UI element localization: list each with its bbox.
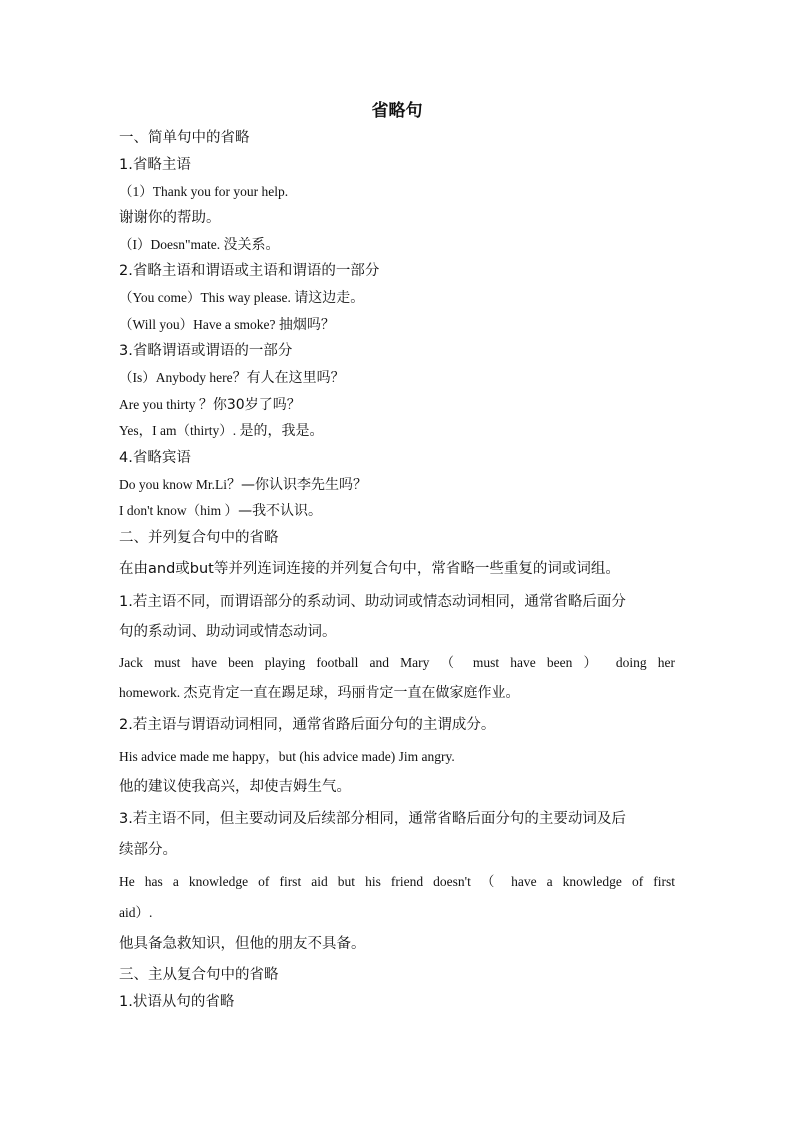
example-sentence bbox=[119, 421, 675, 441]
paragraph-text: 在由and或but等并列连词连接的并列复合句中，常省略一些重复的词或词组。 bbox=[119, 561, 620, 577]
example-zh: 请这边走。 bbox=[294, 290, 365, 306]
document-title: 省略句 bbox=[371, 101, 423, 121]
example-en: （Will you）Have a smoke? bbox=[119, 317, 279, 332]
paragraph-text: 句的系动词、助动词或情态动词。 bbox=[119, 624, 337, 640]
example-sentence bbox=[119, 683, 675, 703]
example-en: Yes，I am（thirty）. bbox=[119, 423, 240, 438]
example-en: Are you thirty bbox=[119, 397, 199, 412]
example-translation: 他的建议使我高兴，却使吉姆生气。 bbox=[119, 779, 351, 795]
section-heading-compound-sentence: 二、并列复合句中的省略 bbox=[119, 530, 279, 546]
example-translation: 谢谢你的帮助。 bbox=[119, 210, 221, 226]
subheading-omit-subject-predicate: 2.省略主语和谓语或主语和谓语的一部分 bbox=[119, 263, 380, 279]
paragraph-text: 2.若主语与谓语动词相同，通常省路后面分句的主谓成分。 bbox=[119, 717, 496, 733]
example-zh: ？有人在这里吗？ bbox=[232, 370, 345, 386]
paragraph-text: 1.若主语不同，而谓语部分的系动词、助动词或情态动词相同，通常省略后面分 bbox=[119, 594, 626, 610]
example-sentence: His advice made me happy，but (his advice made) Jim angry. bbox=[119, 749, 455, 764]
example-en: Do you know Mr.Li bbox=[119, 477, 227, 492]
example-sentence bbox=[119, 501, 675, 521]
paragraph-text: 续部分。 bbox=[119, 842, 177, 858]
example-en: I don't know（him ） bbox=[119, 503, 239, 518]
subheading-omit-object: 4.省略宾语 bbox=[119, 450, 191, 466]
example-en: （You come）This way please. bbox=[119, 290, 295, 305]
subheading-adverbial-clause: 1.状语从句的省略 bbox=[119, 994, 235, 1010]
example-sentence bbox=[119, 315, 675, 335]
subheading-omit-subject: 1.省略主语 bbox=[119, 157, 191, 173]
example-sentence bbox=[119, 395, 675, 415]
example-zh: 没关系。 bbox=[223, 237, 280, 253]
example-zh: 是的，我是。 bbox=[239, 423, 324, 439]
example-en: homework. bbox=[119, 685, 184, 700]
example-sentence: He has a knowledge of first aid but his friend doesn't （ have a knowledge of first bbox=[119, 874, 675, 889]
example-zh: 杰克肯定一直在踢足球，玛丽肯定一直在做家庭作业。 bbox=[183, 685, 520, 701]
example-sentence: aid）. bbox=[119, 905, 153, 920]
example-zh: —我不认识。 bbox=[238, 503, 323, 519]
example-sentence bbox=[119, 288, 675, 308]
section-heading-simple-sentence: 一、简单句中的省略 bbox=[119, 130, 250, 146]
example-sentence: （1）Thank you for your help. bbox=[119, 184, 289, 199]
example-en: （I）Doesn"mate. bbox=[119, 237, 224, 252]
example-sentence: Jack must have been playing football and Mary （ must have been ） doing her bbox=[119, 655, 675, 670]
example-zh: ？—你认识李先生吗？ bbox=[227, 477, 367, 493]
example-zh: 抽烟吗？ bbox=[278, 317, 335, 333]
example-sentence bbox=[119, 368, 675, 388]
example-sentence bbox=[119, 475, 675, 495]
example-sentence bbox=[119, 235, 675, 255]
example-zh: ？你30岁了吗？ bbox=[198, 397, 301, 413]
paragraph-text: 3.若主语不同，但主要动词及后续部分相同，通常省略后面分句的主要动词及后 bbox=[119, 811, 626, 827]
example-en: （Is）Anybody here bbox=[119, 370, 233, 385]
subheading-omit-predicate: 3.省略谓语或谓语的一部分 bbox=[119, 343, 293, 359]
example-translation: 他具备急救知识，但他的朋友不具备。 bbox=[119, 936, 366, 952]
section-heading-complex-sentence: 三、主从复合句中的省略 bbox=[119, 967, 279, 983]
